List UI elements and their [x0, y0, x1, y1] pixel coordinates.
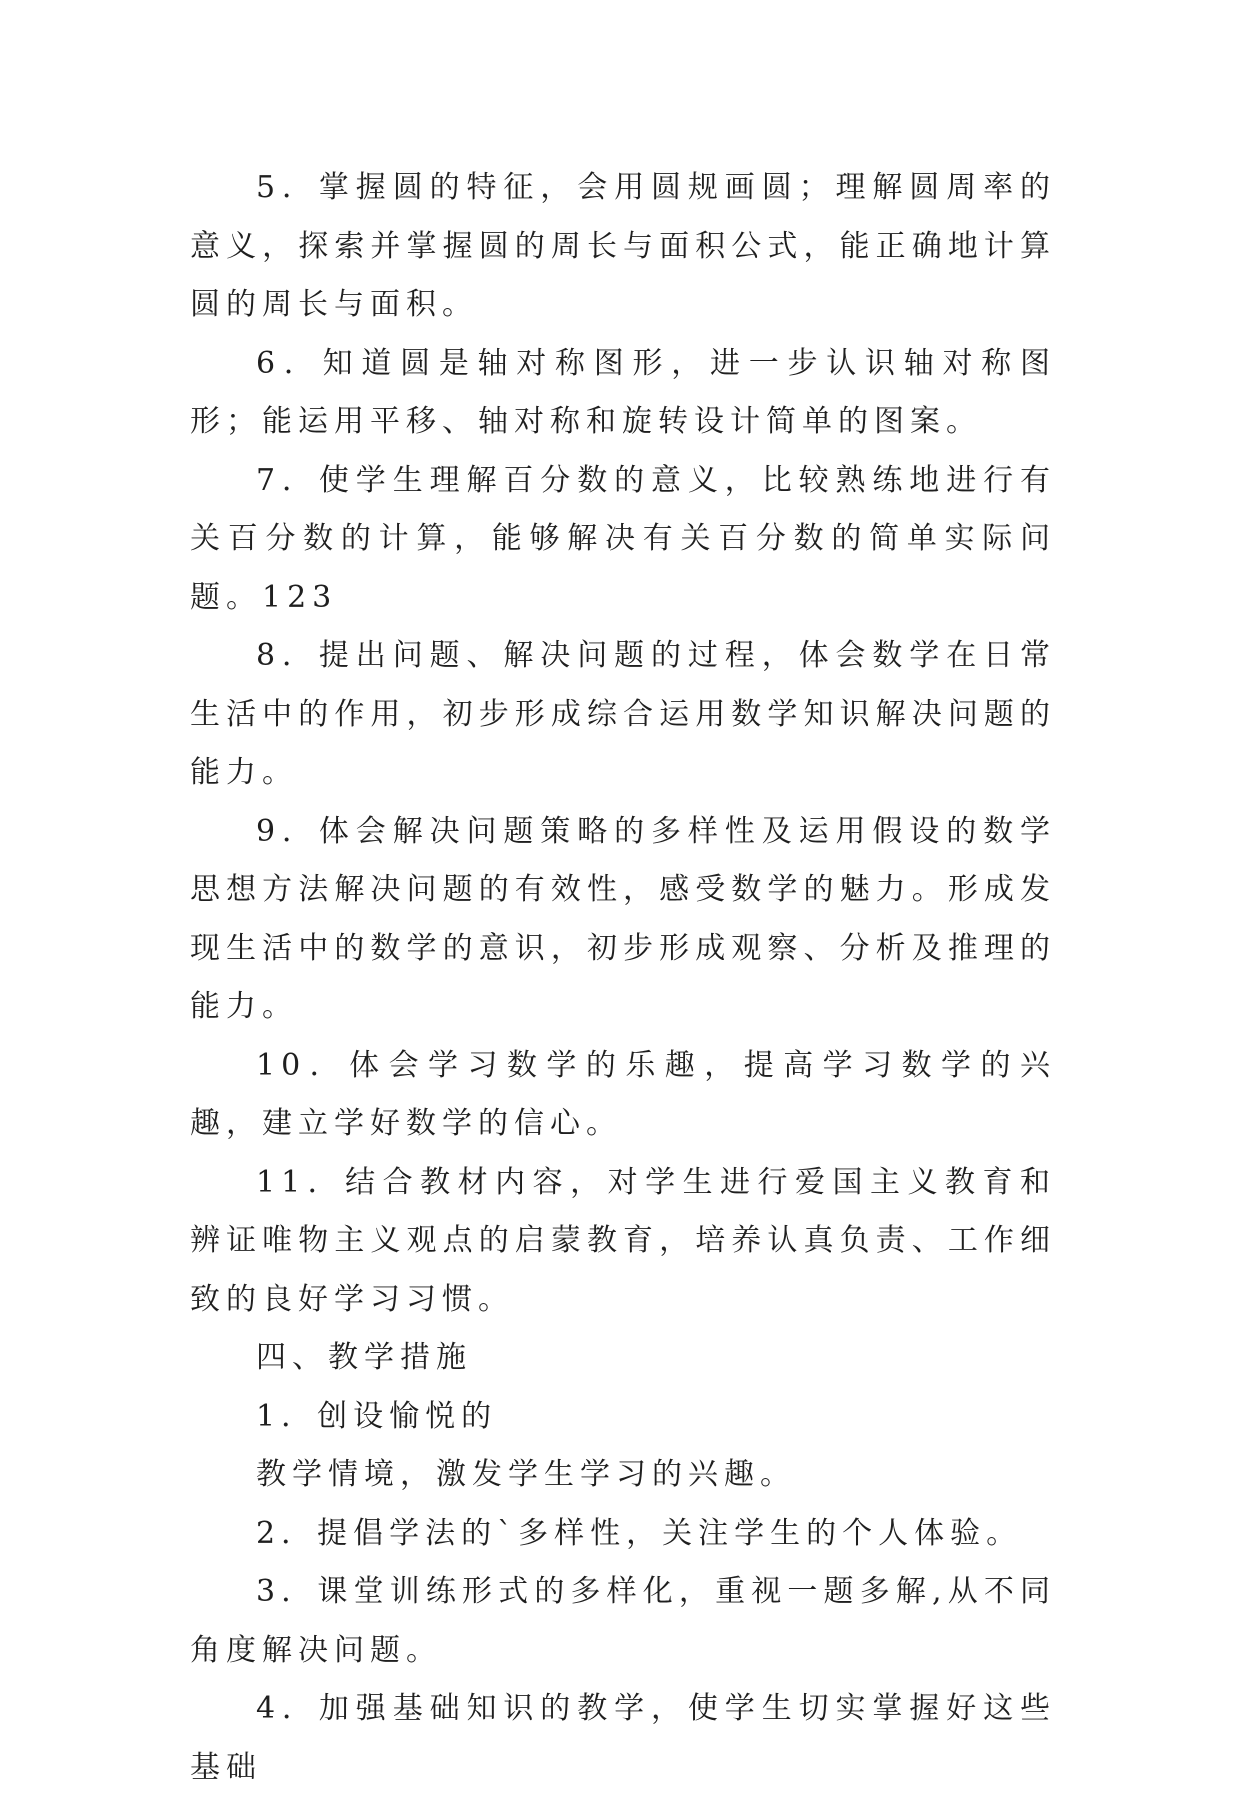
objective-paragraph-10: 10．体会学习数学的乐趣，提高学习数学的兴趣，建立学好数学的信心。: [190, 1047, 1056, 1141]
objective-paragraph-8: 8．提出问题、解决问题的过程，体会数学在日常生活中的作用，初步形成综合运用数学知识解决问题的能力。: [190, 638, 1056, 790]
objective-paragraph-11: 11．结合教材内容，对学生进行爱国主义教育和辨证唯物主义观点的启蒙教育，培养认真负责、工作细致的良好学习习惯。: [190, 1164, 1056, 1317]
measure-1-line-1: 1．创设愉悦的: [256, 1398, 498, 1434]
measure-2: 2．提倡学法的`多样性，关注学生的个人体验。: [256, 1515, 1023, 1551]
measure-1-line-2: 教学情境，激发学生学习的兴趣。: [256, 1457, 796, 1492]
section-heading: 四、教学措施: [256, 1340, 472, 1375]
document-body: [190, 159, 1056, 1797]
objective-paragraph-6: 6．知道圆是轴对称图形，进一步认识轴对称图形；能运用平移、轴对称和旋转设计简单的图案。: [190, 345, 1056, 439]
objective-paragraph-7: 7．使学生理解百分数的意义，比较熟练地进行有关百分数的计算，能够解决有关百分数的简单实际问题。123: [190, 462, 1056, 615]
measure-4: 4．加强基础知识的教学，使学生切实掌握好这些基础: [190, 1691, 1056, 1785]
measure-3: 3．课堂训练形式的多样化，重视一题多解,从不同角度解决问题。: [190, 1574, 1056, 1668]
objective-paragraph-5: 5．掌握圆的特征，会用圆规画圆；理解圆周率的意义，探索并掌握圆的周长与面积公式，能正确地计算圆的周长与面积。: [190, 170, 1056, 322]
objective-paragraph-9: 9．体会解决问题策略的多样性及运用假设的数学思想方法解决问题的有效性，感受数学的魅力。形成发现生活中的数学的意识，初步形成观察、分析及推理的能力。: [190, 813, 1056, 1024]
